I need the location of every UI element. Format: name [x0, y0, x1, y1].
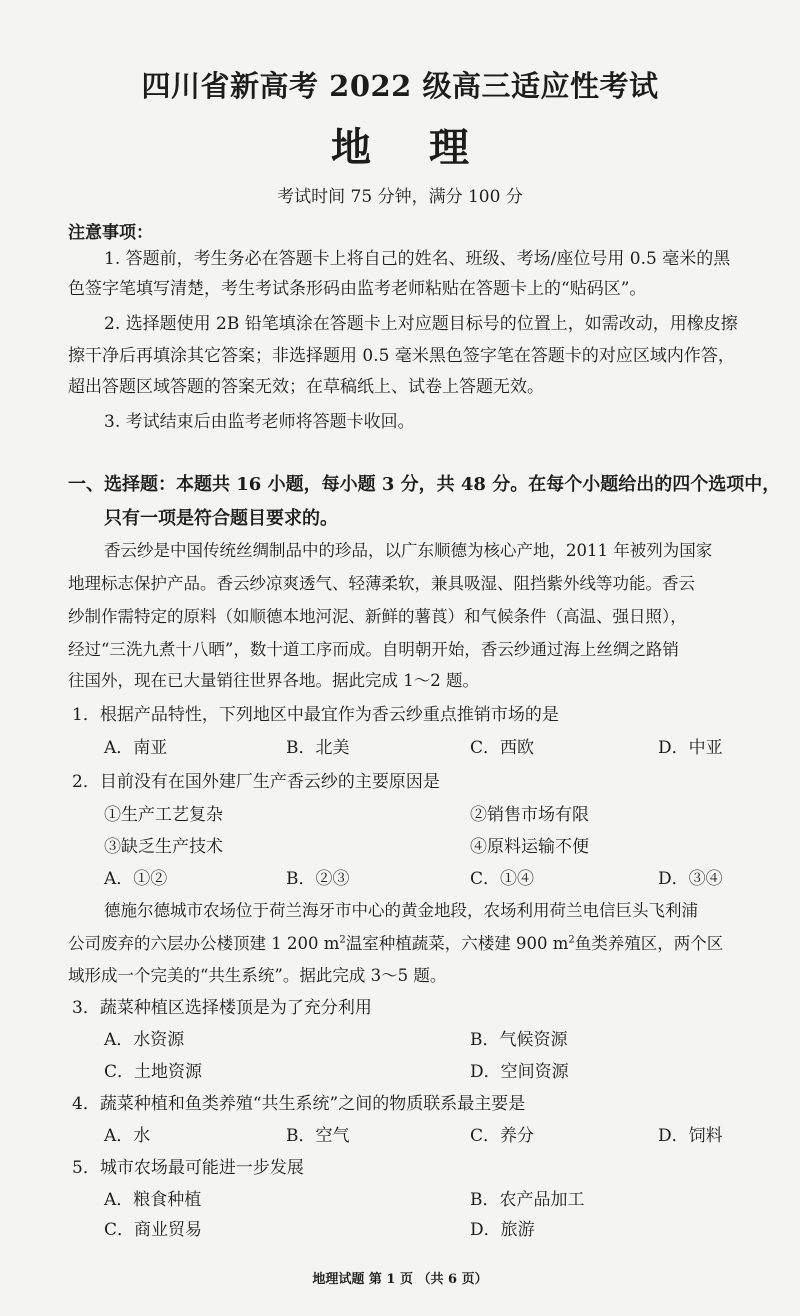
option: D．旅游 [470, 1220, 535, 1240]
notes-line: 2. 选择题使用 2B 铅笔填涂在答题卡上对应题目标号的位置上，如需改动，用橡皮擦 [104, 314, 738, 334]
question-stem: 2．目前没有在国外建厂生产香云纱的主要原因是 [72, 772, 440, 792]
option: D．③④ [658, 869, 723, 889]
option: B．空气 [286, 1126, 350, 1146]
exam-title: 四川省新高考 2022 级高三适应性考试 [141, 69, 659, 103]
option: C．西欧 [470, 738, 535, 758]
material-line: 地理标志保护产品。香云纱凉爽透气、轻薄柔软，兼具吸湿、阻挡紫外线等功能。香云 [68, 574, 695, 593]
option: B．气候资源 [470, 1030, 568, 1050]
option: D．饲料 [658, 1126, 723, 1146]
section-heading: 一、选择题：本题共 16 小题，每小题 3 分，共 48 分。在每个小题给出的四个选项中， [68, 474, 781, 495]
question-stem: 5．城市农场最可能进一步发展 [72, 1158, 304, 1178]
option: A．水资源 [104, 1030, 185, 1050]
option: A．水 [104, 1126, 151, 1146]
exam-time-info: 考试时间 75 分钟，满分 100 分 [277, 187, 523, 207]
option: D．空间资源 [470, 1062, 569, 1082]
option: C．养分 [470, 1126, 535, 1146]
option: B．农产品加工 [470, 1190, 585, 1210]
notes-heading: 注意事项： [68, 223, 153, 243]
option: B．北美 [286, 738, 350, 758]
material-line: 经过“三洗九煮十八晒”，数十道工序而成。自明朝开始，香云纱通过海上丝绸之路销 [68, 640, 679, 659]
option: B．②③ [286, 869, 350, 889]
section-heading-cont: 只有一项是符合题目要求的。 [104, 508, 338, 529]
material-line: 域形成一个完美的“共生系统”。据此完成 3～5 题。 [68, 966, 447, 985]
material-line: 纱制作需特定的原料（如顺德本地河泥、新鲜的薯莨）和气候条件（高温、强日照）， [68, 607, 687, 626]
statement-item: ④原料运输不便 [470, 837, 589, 857]
page-footer: 地理试题 第 1 页 （共 6 页） [312, 1272, 488, 1287]
option: C．①④ [470, 869, 535, 889]
statement-item: ③缺乏生产技术 [104, 837, 223, 857]
material-line: 往国外，现在已大量销往世界各地。据此完成 1～2 题。 [68, 671, 479, 690]
statement-item: ①生产工艺复杂 [104, 805, 223, 825]
option: C．商业贸易 [104, 1220, 203, 1240]
notes-line: 擦干净后再填涂其它答案；非选择题用 0.5 毫米黑色签字笔在答题卡的对应区域内作答， [68, 346, 735, 366]
option: C．土地资源 [104, 1062, 203, 1082]
material-line: 德施尔德城市农场位于荷兰海牙市中心的黄金地段，农场利用荷兰电信巨头飞利浦 [104, 901, 698, 920]
option: A．①② [104, 869, 168, 889]
question-stem: 4．蔬菜种植和鱼类养殖“共生系统”之间的物质联系最主要是 [72, 1094, 526, 1114]
notes-line: 1. 答题前，考生务必在答题卡上将自己的姓名、班级、考场/座位号用 0.5 毫米的黑 [104, 249, 731, 269]
option: A．粮食种植 [104, 1190, 202, 1210]
question-stem: 3．蔬菜种植区选择楼顶是为了充分利用 [72, 998, 372, 1018]
notes-line: 色签字笔填写清楚，考生考试条形码由监考老师粘贴在答题卡上的“贴码区”。 [68, 279, 647, 299]
material-line: 公司废弃的六层办公楼顶建 1 200 $m^2$温室种植蔬菜，六楼建 900 $m^2$鱼类养殖区，两个区 [68, 934, 724, 953]
question-stem: 1．根据产品特性，下列地区中最宜作为香云纱重点推销市场的是 [72, 705, 559, 725]
notes-line: 3. 考试结束后由监考老师将答题卡收回。 [104, 412, 415, 432]
option: A．南亚 [104, 738, 168, 758]
subject-title: 地 理 [331, 124, 491, 171]
material-line: 香云纱是中国传统丝绸制品中的珍品，以广东顺德为核心产地，2011 年被列为国家 [104, 541, 713, 560]
notes-line: 超出答题区域答题的答案无效；在草稿纸上、试卷上答题无效。 [68, 377, 544, 397]
option: D．中亚 [658, 738, 723, 758]
statement-item: ②销售市场有限 [470, 805, 589, 825]
